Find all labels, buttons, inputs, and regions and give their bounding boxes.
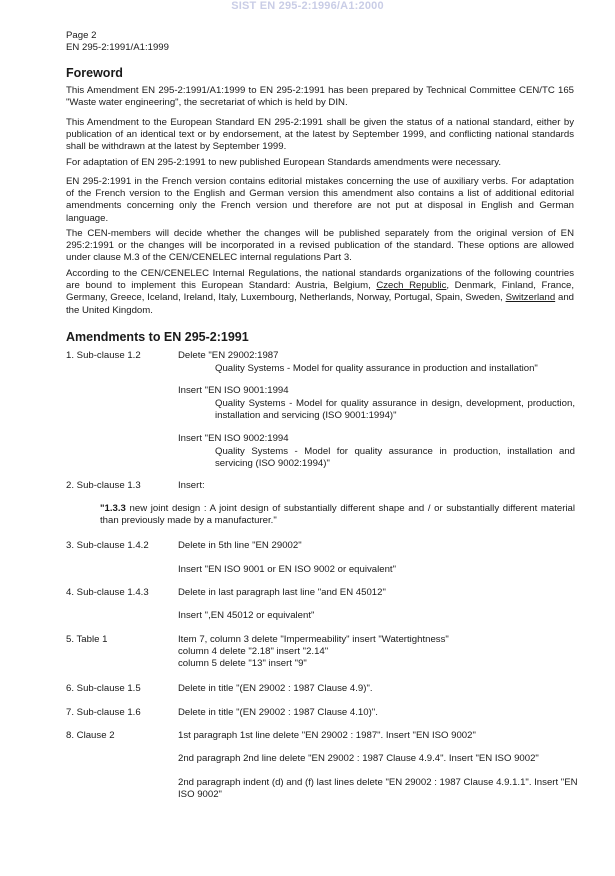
countries-intro: According to the CEN/CENELEC Internal Regulations, the national standards organizations of the following countries are bound to implement this European Standard: Austria, Belgium, bbox=[66, 268, 574, 292]
amendment-6-text: Delete in title "(EN 29002 : 1987 Clause 4.9)". bbox=[178, 683, 373, 694]
definition-number: "1.3.3 bbox=[100, 503, 126, 514]
foreword-paragraph-4: EN 295-2:1991 in the French version contains editorial mistakes concerning the use of auxiliary verbs. For adaptation of the French version to the English and German version this amendment also contains a list of additional editorial amendments concerning only the French version und therefore are not put at disposal in English and German language. bbox=[66, 176, 574, 224]
amendment-3-delete: Delete in 5th line "EN 29002" bbox=[178, 540, 302, 551]
amendment-4-insert: Insert ",EN 45012 or equivalent" bbox=[178, 610, 315, 621]
page-header bbox=[66, 30, 169, 54]
definition-text: new joint design : A joint design of substantially different shape and / or substantially different material than previously made by a manufacturer." bbox=[100, 503, 575, 527]
amendment-8-line-1: 1st paragraph 1st line delete "EN 29002 : 1987". Insert "EN ISO 9002" bbox=[178, 730, 476, 741]
amendment-1-insert-9002: Insert "EN ISO 9002:1994 bbox=[178, 433, 289, 444]
amendment-1-insert-9001: Insert "EN ISO 9001:1994 bbox=[178, 385, 289, 396]
amendment-5-line-1: Item 7, column 3 delete "Impermeability" insert "Watertightness" bbox=[178, 634, 449, 645]
amendment-2-definition bbox=[100, 503, 575, 527]
amendment-4-label: 4. Sub-clause 1.4.3 bbox=[66, 587, 149, 598]
amendment-1-delete: Delete "EN 29002:1987 bbox=[178, 350, 279, 361]
amendment-3-label: 3. Sub-clause 1.4.2 bbox=[66, 540, 149, 551]
amendment-5-line-2: column 4 delete "2.18" insert "2.14" bbox=[178, 646, 329, 657]
watermark: SIST EN 295-2:1996/A1:2000 bbox=[231, 0, 384, 12]
amendment-1-insert-9002-desc: Quality Systems - Model for quality assurance in production, installation and servicing (ISO 9002:1994)" bbox=[215, 446, 575, 470]
amendment-2-action: Insert: bbox=[178, 480, 205, 491]
country-switzerland: Switzerland bbox=[505, 292, 556, 304]
foreword-heading: Foreword bbox=[66, 66, 123, 80]
amendment-7-label: 7. Sub-clause 1.6 bbox=[66, 707, 141, 718]
foreword-paragraph-2: This Amendment to the European Standard EN 295-2:1991 shall be given the status of a national standard, either by publication of an identical text or by endorsement, at the latest by September 1999, and conflicting national standards shall be withdrawn at the latest by September 1999. bbox=[66, 117, 574, 153]
country-czech-republic: Czech Republic bbox=[376, 280, 447, 292]
amendment-1-label: 1. Sub-clause 1.2 bbox=[66, 350, 141, 361]
countries-end: and the United Kingdom. bbox=[66, 292, 574, 316]
amendment-1-delete-desc: Quality Systems - Model for quality assurance in production and installation" bbox=[215, 363, 538, 374]
page-number: Page 2 bbox=[66, 30, 97, 41]
foreword-paragraph-6 bbox=[66, 268, 574, 317]
amendment-3-insert: Insert "EN ISO 9001 or EN ISO 9002 or equivalent" bbox=[178, 564, 396, 575]
foreword-paragraph-3: For adaptation of EN 295-2:1991 to new published European Standards amendments were necessary. bbox=[66, 157, 502, 168]
amendment-1-insert-9001-desc: Quality Systems - Model for quality assurance in design, development, production, installation and servicing (ISO 9001:1994)" bbox=[215, 398, 575, 422]
foreword-paragraph-1: This Amendment EN 295-2:1991/A1:1999 to EN 295-2:1991 has been prepared by Technical Committee CEN/TC 165 "Waste water engineering", the secretariat of which is held by DIN. bbox=[66, 85, 574, 109]
amendments-heading: Amendments to EN 295-2:1991 bbox=[66, 330, 249, 344]
countries-middle: , Denmark, Finland, France, Germany, Greece, Iceland, Ireland, Italy, Luxembourg, Netherlands, Norway, Portugal, Spain, Sweden, bbox=[66, 280, 574, 304]
amendment-6-label: 6. Sub-clause 1.5 bbox=[66, 683, 141, 694]
document-id: EN 295-2:1991/A1:1999 bbox=[66, 42, 169, 53]
amendment-7-text: Delete in title "(EN 29002 : 1987 Clause 4.10)". bbox=[178, 707, 378, 718]
amendment-5-line-3: column 5 delete "13" insert "9" bbox=[178, 658, 307, 669]
amendment-4-delete: Delete in last paragraph last line "and EN 45012" bbox=[178, 587, 386, 598]
amendment-8-line-2: 2nd paragraph 2nd line delete "EN 29002 : 1987 Clause 4.9.4". Insert "EN ISO 9002" bbox=[178, 753, 539, 764]
amendment-5-label: 5. Table 1 bbox=[66, 634, 108, 645]
amendment-2-label: 2. Sub-clause 1.3 bbox=[66, 480, 141, 491]
foreword-paragraph-5: The CEN-members will decide whether the changes will be published separately from the original version of EN 295:2:1991 or the changes will be incorporated in a revised publication of the standard. These options are allowed under clause M.3 of the CEN/CENELEC internal regulations Part 3. bbox=[66, 228, 574, 264]
amendment-8-label: 8. Clause 2 bbox=[66, 730, 115, 741]
amendment-8-line-3: 2nd paragraph indent (d) and (f) last lines delete "EN 29002 : 1987 Clause 4.9.1.1". Insert "EN ISO 9002" bbox=[178, 777, 578, 801]
